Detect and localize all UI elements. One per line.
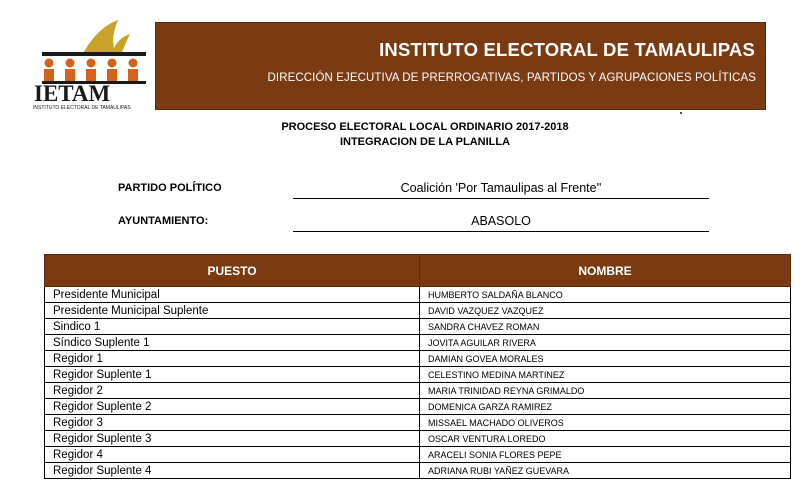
party-label: PARTIDO POLÍTICO <box>118 182 222 194</box>
nombre-cell: MISSAEL MACHADO OLIVEROS <box>420 415 791 431</box>
table-header-row <box>45 255 791 287</box>
table-row <box>45 335 791 351</box>
municipality-value: ABASOLO <box>293 214 709 232</box>
nombre-cell: JOVITA AGUILAR RIVERA <box>420 335 791 351</box>
puesto-cell: Regidor Suplente 1 <box>45 367 420 383</box>
planilla-title: INTEGRACION DE LA PLANILLA <box>339 136 511 148</box>
header-nombre: NOMBRE <box>420 255 791 287</box>
puesto-cell: Regidor Suplente 3 <box>45 431 420 447</box>
nombre-cell: OSCAR VENTURA LOREDO <box>420 431 791 447</box>
table-row <box>45 383 791 399</box>
puesto-cell: Regidor 4 <box>45 447 420 463</box>
header-banner <box>155 22 766 110</box>
puesto-cell: Regidor 2 <box>45 383 420 399</box>
nombre-cell: SANDRA CHAVEZ ROMAN <box>420 319 791 335</box>
table-row <box>45 367 791 383</box>
nombre-cell: HUMBERTO SALDAÑA BLANCO <box>420 287 791 303</box>
table-row <box>45 303 791 319</box>
puesto-cell: Presidente Municipal Suplente <box>45 303 420 319</box>
nombre-cell: DAVID VAZQUEZ VAZQUEZ <box>420 303 791 319</box>
institute-title: INSTITUTO ELECTORAL DE TAMAULIPAS <box>379 39 755 60</box>
table-row <box>45 399 791 415</box>
table-row <box>45 447 791 463</box>
planilla-table <box>44 254 791 479</box>
puesto-cell: Regidor Suplente 4 <box>45 463 420 479</box>
puesto-cell: Presidente Municipal <box>45 287 420 303</box>
ietam-emblem-icon <box>32 18 155 110</box>
nombre-cell: DOMENICA GARZA RAMIREZ <box>420 399 791 415</box>
table-row <box>45 351 791 367</box>
nombre-cell: ARACELI SONIA FLORES PEPE <box>420 447 791 463</box>
puesto-cell: Síndico Suplente 1 <box>45 335 420 351</box>
puesto-cell: Regidor 1 <box>45 351 420 367</box>
puesto-cell: Regidor Suplente 2 <box>45 399 420 415</box>
process-title: PROCESO ELECTORAL LOCAL ORDINARIO 2017-2018 <box>281 121 569 133</box>
logo-text: IETAM <box>34 81 111 106</box>
puesto-cell: Sindico 1 <box>45 319 420 335</box>
municipality-label: AYUNTAMIENTO: <box>118 215 209 227</box>
nombre-cell: CELESTINO MEDINA MARTINEZ <box>420 367 791 383</box>
nombre-cell: ADRIANA RUBI YAÑEZ GUEVARA <box>420 463 791 479</box>
table-row <box>45 463 791 479</box>
table-row <box>45 287 791 303</box>
table-row <box>45 415 791 431</box>
puesto-cell: Regidor 3 <box>45 415 420 431</box>
directorate-subtitle: DIRECCIÓN EJECUTIVA DE PRERROGATIVAS, PARTIDOS Y AGRUPACIONES POLÍTICAS <box>267 72 756 84</box>
stray-dot <box>680 112 682 114</box>
table-row <box>45 319 791 335</box>
logo-subtext: INSTITUTO ELECTORAL DE TAMAULIPAS <box>33 105 131 110</box>
nombre-cell: MARIA TRINIDAD REYNA GRIMALDO <box>420 383 791 399</box>
table-row <box>45 431 791 447</box>
party-value: Coalición 'Por Tamaulipas al Frente'' <box>293 181 709 199</box>
nombre-cell: DAMIAN GOVEA MORALES <box>420 351 791 367</box>
header-puesto: PUESTO <box>45 255 420 287</box>
ietam-logo <box>32 18 155 110</box>
